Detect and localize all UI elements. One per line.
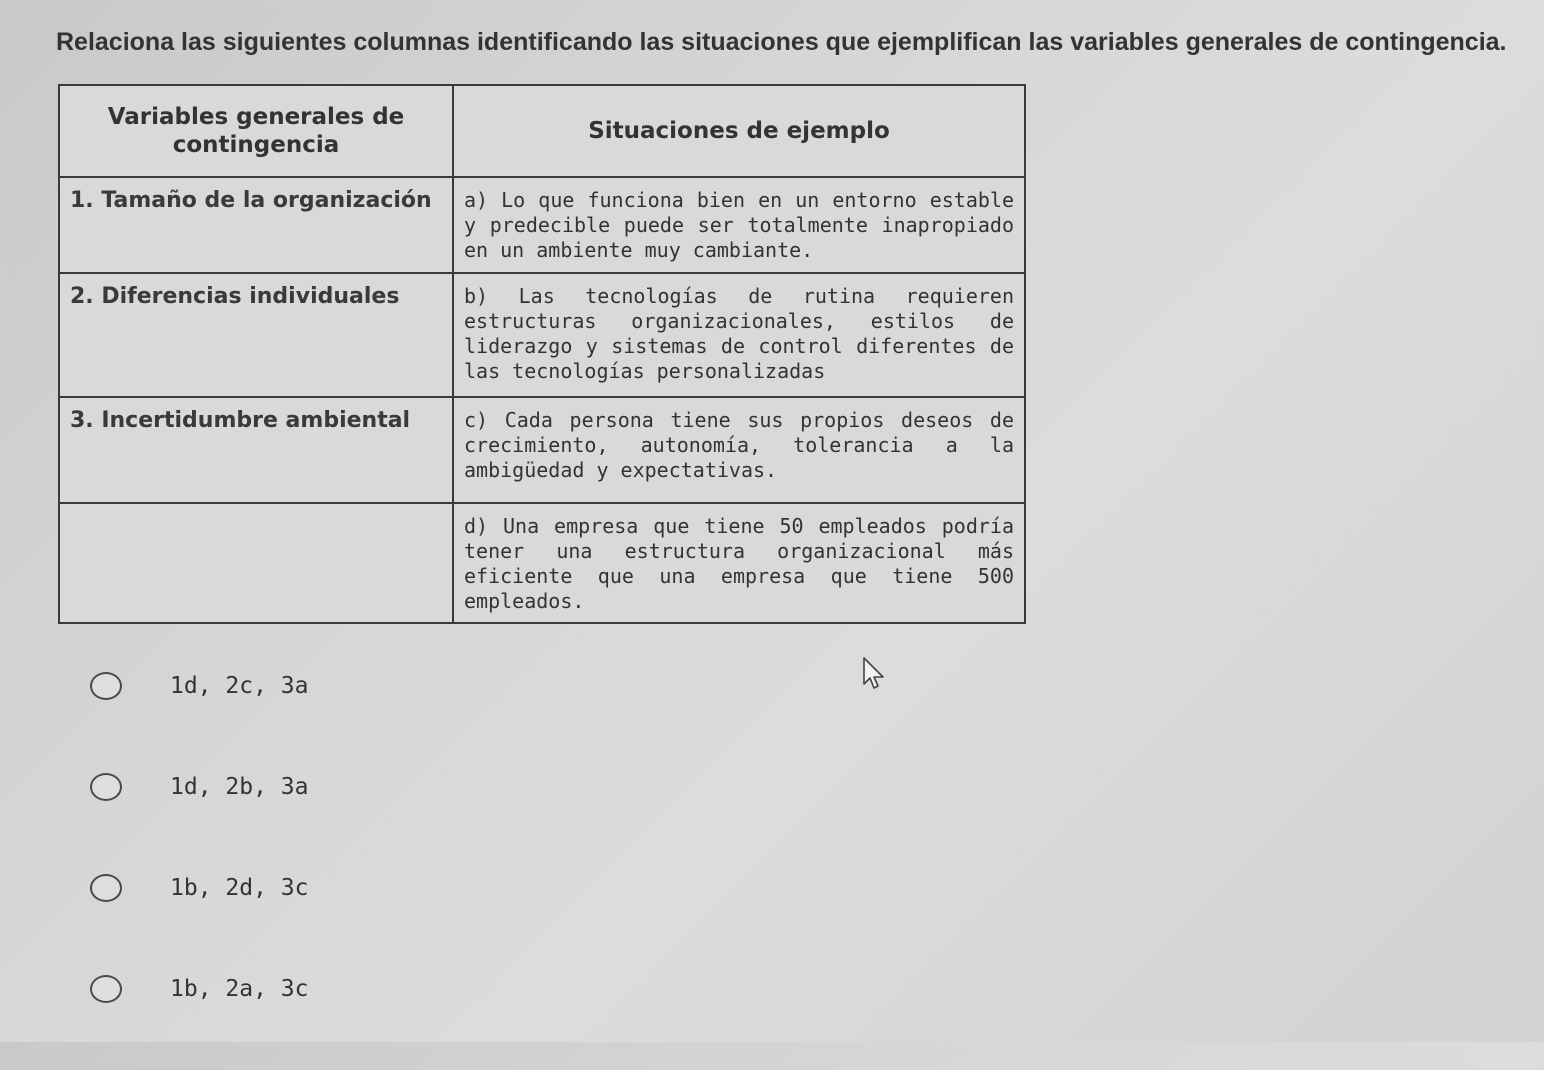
variable-cell — [59, 503, 453, 623]
option-4[interactable] — [90, 969, 308, 1009]
situation-cell: b) Las tecnologías de rutina requieren estructuras organizacionales, estilos de liderazgo y sistemas de control diferentes de las tecnologías personalizadas — [453, 273, 1025, 397]
option-3[interactable] — [90, 868, 308, 908]
mouse-cursor-icon — [862, 656, 890, 692]
table-row — [59, 503, 1025, 623]
radio-button[interactable] — [90, 975, 122, 1003]
option-label: 1b, 2a, 3c — [170, 976, 309, 1002]
situation-cell: c) Cada persona tiene sus propios deseos de crecimiento, autonomía, tolerancia a la ambigüedad y expectativas. — [453, 397, 1025, 503]
option-label: 1d, 2c, 3a — [170, 673, 309, 699]
table-row — [59, 397, 1025, 503]
table-header-row — [59, 85, 1025, 177]
header-situations: Situaciones de ejemplo — [453, 85, 1025, 177]
option-2[interactable] — [90, 767, 308, 807]
table-row — [59, 273, 1025, 397]
option-label: 1d, 2b, 3a — [170, 774, 309, 800]
option-1[interactable] — [90, 666, 308, 706]
question-text: Relaciona las siguientes columnas identificando las situaciones que ejemplifican las variables generales de contingencia. — [56, 28, 1507, 56]
variable-cell: 2. Diferencias individuales — [59, 273, 453, 397]
table-row — [59, 177, 1025, 273]
variable-cell: 1. Tamaño de la organización — [59, 177, 453, 273]
radio-button[interactable] — [90, 672, 122, 700]
situation-cell: d) Una empresa que tiene 50 empleados podría tener una estructura organizacional más eficiente que una empresa que tiene 500 empleados. — [453, 503, 1025, 623]
option-label: 1b, 2d, 3c — [170, 875, 309, 901]
radio-button[interactable] — [90, 773, 122, 801]
answer-options — [90, 666, 308, 1070]
variable-cell: 3. Incertidumbre ambiental — [59, 397, 453, 503]
radio-button[interactable] — [90, 874, 122, 902]
header-variables: Variables generales de contingencia — [59, 85, 453, 177]
matching-table — [58, 84, 1026, 624]
situation-cell: a) Lo que funciona bien en un entorno estable y predecible puede ser totalmente inapropiado en un ambiente muy cambiante. — [453, 177, 1025, 273]
